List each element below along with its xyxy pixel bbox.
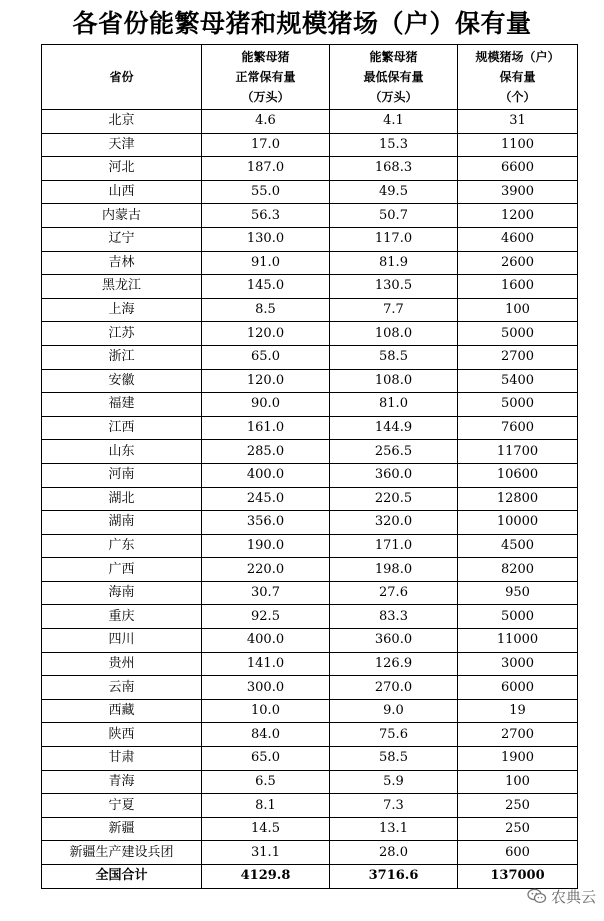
cell-farm-count: 1100 [458, 133, 578, 157]
cell-farm-count: 3000 [458, 652, 578, 676]
cell-province: 吉林 [42, 251, 202, 275]
cell-province: 天津 [42, 133, 202, 157]
cell-normal-inventory: 31.1 [202, 841, 330, 865]
cell-minimum-inventory: 75.6 [330, 723, 458, 747]
cell-farm-count: 250 [458, 817, 578, 841]
cell-province: 河北 [42, 157, 202, 181]
cell-province: 云南 [42, 676, 202, 700]
table-row [42, 227, 578, 251]
total-minimum: 3716.6 [330, 865, 458, 889]
table-row [42, 605, 578, 629]
cell-normal-inventory: 8.5 [202, 298, 330, 322]
cell-province: 上海 [42, 298, 202, 322]
cell-province: 湖南 [42, 511, 202, 535]
cell-normal-inventory: 6.5 [202, 770, 330, 794]
cell-province: 福建 [42, 393, 202, 417]
cell-normal-inventory: 400.0 [202, 463, 330, 487]
cell-farm-count: 100 [458, 770, 578, 794]
table-row [42, 180, 578, 204]
cell-province: 广东 [42, 534, 202, 558]
cell-normal-inventory: 187.0 [202, 157, 330, 181]
cell-minimum-inventory: 58.5 [330, 345, 458, 369]
total-label: 全国合计 [42, 865, 202, 889]
cell-province: 浙江 [42, 345, 202, 369]
cell-minimum-inventory: 108.0 [330, 322, 458, 346]
table-row [42, 652, 578, 676]
cell-normal-inventory: 356.0 [202, 511, 330, 535]
table-row [42, 747, 578, 771]
cell-farm-count: 6600 [458, 157, 578, 181]
cell-farm-count: 1200 [458, 204, 578, 228]
cell-normal-inventory: 300.0 [202, 676, 330, 700]
cell-minimum-inventory: 270.0 [330, 676, 458, 700]
cell-minimum-inventory: 83.3 [330, 605, 458, 629]
cell-farm-count: 12800 [458, 487, 578, 511]
cell-province: 广西 [42, 558, 202, 582]
cell-province: 北京 [42, 110, 202, 134]
table-row [42, 345, 578, 369]
watermark-text: 农典云 [550, 887, 596, 906]
table-body [42, 110, 578, 889]
cell-minimum-inventory: 198.0 [330, 558, 458, 582]
cell-normal-inventory: 90.0 [202, 393, 330, 417]
cell-farm-count: 2600 [458, 251, 578, 275]
cell-normal-inventory: 141.0 [202, 652, 330, 676]
cell-farm-count: 3900 [458, 180, 578, 204]
cell-normal-inventory: 10.0 [202, 699, 330, 723]
cell-farm-count: 10000 [458, 511, 578, 535]
cell-farm-count: 4500 [458, 534, 578, 558]
total-row [42, 865, 578, 889]
cell-province: 新疆生产建设兵团 [42, 841, 202, 865]
cell-minimum-inventory: 220.5 [330, 487, 458, 511]
cell-minimum-inventory: 126.9 [330, 652, 458, 676]
cell-province: 江西 [42, 416, 202, 440]
cell-farm-count: 2700 [458, 345, 578, 369]
cell-normal-inventory: 55.0 [202, 180, 330, 204]
cell-farm-count: 11700 [458, 440, 578, 464]
table-row [42, 841, 578, 865]
table-row [42, 699, 578, 723]
table-row [42, 794, 578, 818]
cell-minimum-inventory: 50.7 [330, 204, 458, 228]
cell-normal-inventory: 65.0 [202, 345, 330, 369]
table-row [42, 298, 578, 322]
cell-normal-inventory: 56.3 [202, 204, 330, 228]
table-row [42, 133, 578, 157]
cell-farm-count: 5000 [458, 393, 578, 417]
cell-farm-count: 1900 [458, 747, 578, 771]
cell-farm-count: 5000 [458, 605, 578, 629]
cell-normal-inventory: 4.6 [202, 110, 330, 134]
cell-farm-count: 7600 [458, 416, 578, 440]
document-title: 各省份能繁母猪和规模猪场（户）保有量 [72, 9, 532, 38]
cell-normal-inventory: 120.0 [202, 322, 330, 346]
cell-normal-inventory: 92.5 [202, 605, 330, 629]
sow-inventory-table [41, 44, 578, 889]
cell-normal-inventory: 14.5 [202, 817, 330, 841]
cell-province: 青海 [42, 770, 202, 794]
cell-minimum-inventory: 5.9 [330, 770, 458, 794]
table-row [42, 393, 578, 417]
cell-normal-inventory: 220.0 [202, 558, 330, 582]
header-province: 省份 [42, 45, 202, 110]
cell-minimum-inventory: 4.1 [330, 110, 458, 134]
cell-province: 安徽 [42, 369, 202, 393]
cell-province: 新疆 [42, 817, 202, 841]
cell-farm-count: 250 [458, 794, 578, 818]
cell-farm-count: 19 [458, 699, 578, 723]
cell-normal-inventory: 84.0 [202, 723, 330, 747]
cell-province: 辽宁 [42, 227, 202, 251]
table-row [42, 251, 578, 275]
cell-province: 山西 [42, 180, 202, 204]
cell-province: 重庆 [42, 605, 202, 629]
cell-normal-inventory: 17.0 [202, 133, 330, 157]
table-row [42, 369, 578, 393]
total-normal: 4129.8 [202, 865, 330, 889]
table-row [42, 110, 578, 134]
cell-minimum-inventory: 27.6 [330, 581, 458, 605]
cell-farm-count: 1600 [458, 275, 578, 299]
cell-minimum-inventory: 28.0 [330, 841, 458, 865]
cell-minimum-inventory: 7.7 [330, 298, 458, 322]
cell-minimum-inventory: 9.0 [330, 699, 458, 723]
table-row [42, 558, 578, 582]
header-normal-inventory: 能繁母猪 正常保有量 （万头） [202, 45, 330, 110]
cell-farm-count: 950 [458, 581, 578, 605]
cell-minimum-inventory: 360.0 [330, 463, 458, 487]
cell-province: 江苏 [42, 322, 202, 346]
cell-normal-inventory: 400.0 [202, 629, 330, 653]
cell-minimum-inventory: 49.5 [330, 180, 458, 204]
cell-minimum-inventory: 58.5 [330, 747, 458, 771]
cell-minimum-inventory: 144.9 [330, 416, 458, 440]
table-row [42, 629, 578, 653]
cell-province: 海南 [42, 581, 202, 605]
table-row [42, 322, 578, 346]
cell-farm-count: 5000 [458, 322, 578, 346]
cell-farm-count: 6000 [458, 676, 578, 700]
cell-minimum-inventory: 130.5 [330, 275, 458, 299]
cell-normal-inventory: 120.0 [202, 369, 330, 393]
cell-minimum-inventory: 108.0 [330, 369, 458, 393]
cell-minimum-inventory: 117.0 [330, 227, 458, 251]
cell-minimum-inventory: 360.0 [330, 629, 458, 653]
cell-province: 四川 [42, 629, 202, 653]
cell-farm-count: 10600 [458, 463, 578, 487]
table-row [42, 676, 578, 700]
cell-farm-count: 100 [458, 298, 578, 322]
table-row [42, 770, 578, 794]
cell-province: 甘肃 [42, 747, 202, 771]
cell-normal-inventory: 245.0 [202, 487, 330, 511]
cell-minimum-inventory: 13.1 [330, 817, 458, 841]
cell-province: 贵州 [42, 652, 202, 676]
watermark [527, 885, 596, 907]
cell-province: 宁夏 [42, 794, 202, 818]
cell-minimum-inventory: 81.9 [330, 251, 458, 275]
cell-province: 湖北 [42, 487, 202, 511]
cell-farm-count: 600 [458, 841, 578, 865]
cell-minimum-inventory: 256.5 [330, 440, 458, 464]
total-farms: 137000 [458, 865, 578, 889]
cell-farm-count: 4600 [458, 227, 578, 251]
cell-minimum-inventory: 81.0 [330, 393, 458, 417]
cell-minimum-inventory: 171.0 [330, 534, 458, 558]
cell-normal-inventory: 130.0 [202, 227, 330, 251]
cell-minimum-inventory: 15.3 [330, 133, 458, 157]
header-minimum-inventory: 能繁母猪 最低保有量 （万头） [330, 45, 458, 110]
cell-normal-inventory: 65.0 [202, 747, 330, 771]
table-row [42, 723, 578, 747]
table-row [42, 581, 578, 605]
table-row [42, 511, 578, 535]
table-row [42, 463, 578, 487]
table-row [42, 534, 578, 558]
cell-normal-inventory: 285.0 [202, 440, 330, 464]
cell-minimum-inventory: 7.3 [330, 794, 458, 818]
cell-farm-count: 8200 [458, 558, 578, 582]
header-farm-count: 规模猪场（户） 保有量 （个） [458, 45, 578, 110]
cell-farm-count: 2700 [458, 723, 578, 747]
wechat-icon [527, 888, 547, 904]
cell-minimum-inventory: 168.3 [330, 157, 458, 181]
cell-province: 内蒙古 [42, 204, 202, 228]
table-header-row [42, 45, 578, 110]
table-row [42, 204, 578, 228]
cell-normal-inventory: 161.0 [202, 416, 330, 440]
cell-normal-inventory: 145.0 [202, 275, 330, 299]
cell-province: 山东 [42, 440, 202, 464]
cell-province: 河南 [42, 463, 202, 487]
cell-province: 黑龙江 [42, 275, 202, 299]
table-row [42, 440, 578, 464]
cell-normal-inventory: 8.1 [202, 794, 330, 818]
table-row [42, 487, 578, 511]
table-row [42, 817, 578, 841]
cell-farm-count: 31 [458, 110, 578, 134]
cell-normal-inventory: 190.0 [202, 534, 330, 558]
cell-province: 西藏 [42, 699, 202, 723]
table-row [42, 416, 578, 440]
cell-normal-inventory: 91.0 [202, 251, 330, 275]
cell-province: 陕西 [42, 723, 202, 747]
cell-farm-count: 11000 [458, 629, 578, 653]
cell-normal-inventory: 30.7 [202, 581, 330, 605]
cell-minimum-inventory: 320.0 [330, 511, 458, 535]
cell-farm-count: 5400 [458, 369, 578, 393]
table-row [42, 275, 578, 299]
table-row [42, 157, 578, 181]
